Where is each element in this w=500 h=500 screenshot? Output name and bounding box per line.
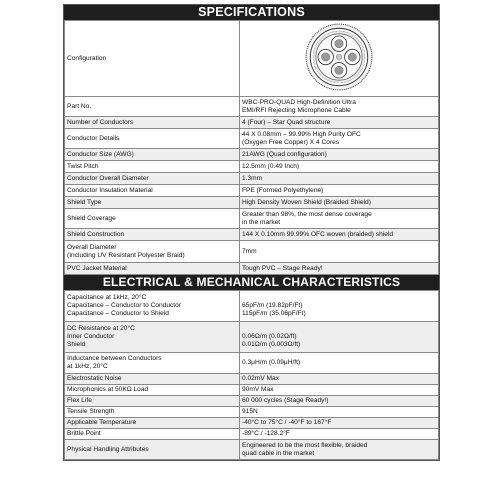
spec-label: Shield Type <box>65 197 240 209</box>
elec-label: Microphonics at 50KΩ Load <box>65 385 240 396</box>
elec-value: 915N <box>240 407 439 418</box>
elec-row <box>65 407 439 418</box>
spec-row <box>65 161 439 173</box>
elec-label: Electrostatic Noise <box>65 374 240 385</box>
elec-value: Engineered to be the most flexible, braided quad cable in the market <box>240 440 439 460</box>
elec-label: Brittle Point <box>65 429 240 440</box>
spec-value: 21AWG (Quad configuration) <box>240 149 439 161</box>
spec-label: Overall Diameter (Including UV Resistant Polyester Braid) <box>65 241 240 263</box>
spec-value: 12.5mm (0.49 Inch) <box>240 161 439 173</box>
spec-label: Number of Conductors <box>65 117 240 129</box>
elec-value: 60 000 cycles (Stage Ready!) <box>240 396 439 407</box>
spec-row <box>65 117 439 129</box>
elec-label: Inductance between Conductors at 1kHz, 20°C <box>65 353 240 374</box>
spec-row <box>65 173 439 185</box>
elec-row <box>65 353 439 374</box>
elec-row <box>65 374 439 385</box>
spec-value: WBC-PRO-QUAD High-Definition Ultra EMI/RFI Rejecting Microphone Cable <box>240 97 439 117</box>
elec-value: -40°C to 75°C / -40°F to 167°F <box>240 418 439 429</box>
spec-label: Shield Coverage <box>65 209 240 229</box>
spec-label: Conductor Details <box>65 129 240 149</box>
elec-row <box>65 396 439 407</box>
elec-value: 0.06Ω/m (0.02Ω/ft) 0.01Ω/m (0.003Ω/ft) <box>240 322 439 353</box>
spec-value: 144 X 0.10mm 99.99% OFC woven (braided) shield <box>240 229 439 241</box>
spec-value: Tough PVC – Stage Ready! <box>240 263 439 275</box>
spec-row <box>65 129 439 149</box>
spec-label: Conductor Insulation Material <box>65 185 240 197</box>
elec-row <box>65 440 439 460</box>
spec-label: Part No. <box>65 97 240 117</box>
spec-row <box>65 229 439 241</box>
spec-value: Greater than 98%, the most dense coverage in the market <box>240 209 439 229</box>
elec-row <box>65 385 439 396</box>
cable-cross-section-diagram <box>304 22 374 92</box>
spec-row <box>65 149 439 161</box>
elec-label: Flex Life <box>65 396 240 407</box>
spec-row <box>65 241 439 263</box>
elec-label: Applicable Temperature <box>65 418 240 429</box>
elec-row <box>65 429 439 440</box>
spec-label: Configuration <box>65 21 240 97</box>
elec-label: Tensile Strength <box>65 407 240 418</box>
spec-row <box>65 185 439 197</box>
spec-sheet <box>63 4 440 461</box>
spec-value <box>240 21 439 97</box>
specifications-table <box>64 20 439 275</box>
spec-value: FPE (Formed Polyethylene) <box>240 185 439 197</box>
spec-row <box>65 209 439 229</box>
spec-row <box>65 263 439 275</box>
spec-row <box>65 21 439 97</box>
electrical-header: ELECTRICAL & MECHANICAL CHARACTERISTICS <box>64 275 439 290</box>
spec-label: Shield Construction <box>65 229 240 241</box>
spec-value: 7mm <box>240 241 439 263</box>
elec-row <box>65 322 439 353</box>
spec-label: Conductor Overall Diameter <box>65 173 240 185</box>
spec-value: 44 X 0.08mm – 99.99% High Purity OFC (Oxygen Free Copper) X 4 Cores <box>240 129 439 149</box>
elec-row <box>65 291 439 322</box>
spec-value: High Density Woven Shield (Braided Shield) <box>240 197 439 209</box>
elec-value: 0.3μH/m (0.09μH/ft) <box>240 353 439 374</box>
elec-value: 90mV Max <box>240 385 439 396</box>
spec-value: 4 (Four) – Star Quad structure <box>240 117 439 129</box>
elec-value: 0.02mV Max <box>240 374 439 385</box>
electrical-table <box>64 290 439 460</box>
spec-label: Conductor Size (AWG) <box>65 149 240 161</box>
elec-label: DC Resistance at 20°C Inner Conductor Shield <box>65 322 240 353</box>
elec-label: Capacitance at 1kHz, 20°C Capacitance – Conductor to Conductor Capacitance – Conductor to Shield <box>65 291 240 322</box>
spec-label: Twist Pitch <box>65 161 240 173</box>
elec-value: -89°C / -128.2°F <box>240 429 439 440</box>
spec-label: PVC Jacket Material <box>65 263 240 275</box>
specifications-header: SPECIFICATIONS <box>64 5 439 20</box>
spec-row <box>65 97 439 117</box>
elec-label: Physical Handling Attributes <box>65 440 240 460</box>
spec-value: 1.3mm <box>240 173 439 185</box>
spec-row <box>65 197 439 209</box>
elec-row <box>65 418 439 429</box>
elec-value: 65pF/m (19.82pF/Ft) 115pF/m (35.06pF/Ft) <box>240 291 439 322</box>
